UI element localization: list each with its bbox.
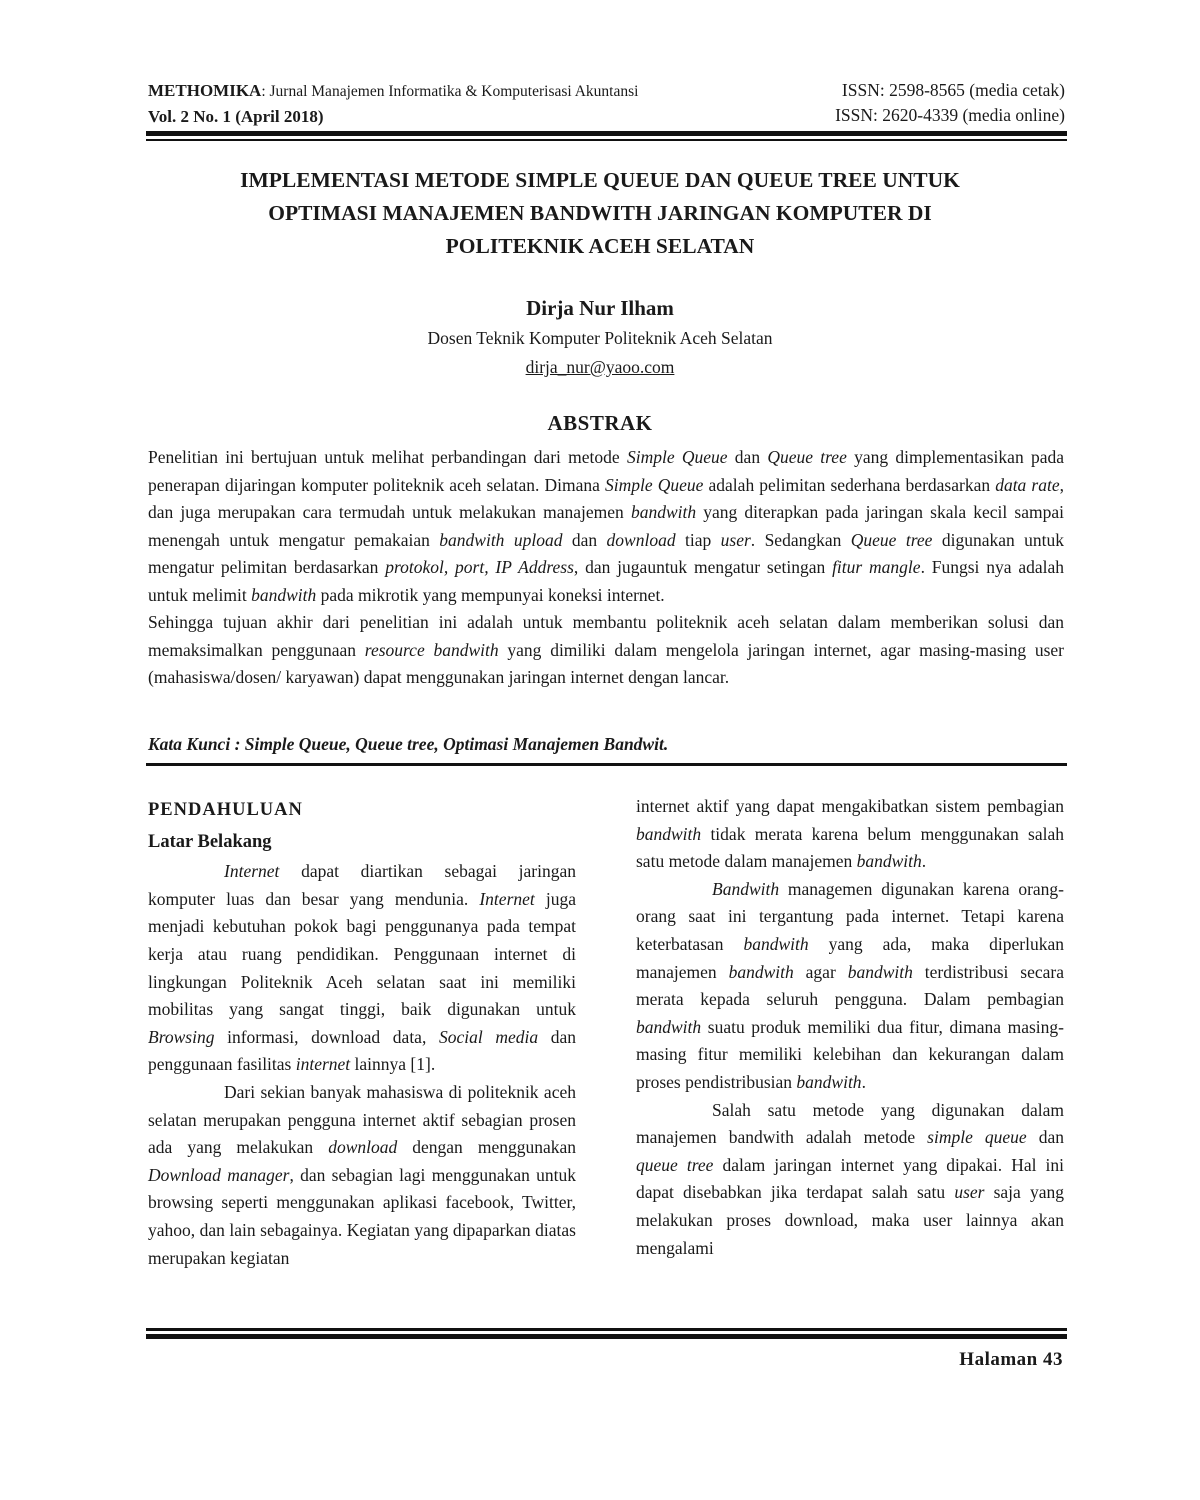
issn-online: ISSN: 2620-4339 (media online) xyxy=(835,105,1065,125)
author-name: Dirja Nur Ilham xyxy=(526,296,674,320)
body-paragraph: Internet dapat diartikan sebagai jaringan komputer luas dan besar yang mendunia. Internet juga menjadi kebutuhan pokok bagi penggunanya pada tempat kerja atau ruang pendidikan. Penggunaan internet di lingkungan Politeknik Aceh selatan saat ini memiliki mobilitas yang sangat tinggi, baik digunakan untuk Browsing informasi, download data, Social media dan penggunaan fasilitas internet lainnya [1]. xyxy=(148,861,576,1075)
right-column xyxy=(636,793,1064,1262)
keywords xyxy=(148,734,1064,755)
journal-header-right xyxy=(765,78,1065,128)
title-line: IMPLEMENTASI METODE SIMPLE QUEUE DAN QUEUE TREE UNTUK xyxy=(240,168,960,192)
body-paragraph: Bandwith managemen digunakan karena orang-orang saat ini tergantung pada internet. Tetapi karena keterbatasan bandwith yang ada, maka diperlukan manajemen bandwith agar bandwith terdistribusi secara merata kepada seluruh pengguna. Dalam pembagian bandwith suatu produk memiliki dua fitur, dimana masing-masing fitur memiliki kelebihan dan kekurangan dalam proses pendistribusian bandwith. xyxy=(636,878,1064,1092)
journal-header-left xyxy=(148,78,788,129)
keywords-label: Kata Kunci xyxy=(148,734,231,754)
abstract-body xyxy=(148,444,1064,692)
body-paragraph: Salah satu metode yang digunakan dalam manajemen bandwith adalah metode simple queue dan queue tree dalam jaringan internet yang dipakai. Hal ini dapat disebabkan jika terdapat salah satu user saja yang melakukan proses download, maka user lainnya akan mengalami xyxy=(636,1099,1065,1258)
title-line: OPTIMASI MANAJEMEN BANDWITH JARINGAN KOMPUTER DI xyxy=(268,201,932,225)
abstract-heading: ABSTRAK xyxy=(547,411,653,435)
author-email-link[interactable]: dirja_nur@yaoo.com xyxy=(525,357,675,377)
keywords-text: : Simple Queue, Queue tree, Optimasi Manajemen Bandwit. xyxy=(230,734,669,754)
body-paragraph: Dari sekian banyak mahasiswa di politeknik aceh selatan merupakan pengguna internet aktif sebagian prosen ada yang melakukan download dengan menggunakan Download manager, dan sebagian lagi menggunakan untuk browsing seperti menggunakan aplikasi facebook, Twitter, yahoo, dan lain sebagainya. Kegiatan yang dipaparkan diatas merupakan kegiatan xyxy=(148,1081,577,1268)
issn-print: ISSN: 2598-8565 (media cetak) xyxy=(841,80,1065,100)
left-column xyxy=(148,797,576,1272)
journal-volume: Vol. 2 No. 1 (April 2018) xyxy=(148,107,324,126)
section-heading: PENDAHULUAN xyxy=(148,800,303,820)
journal-name: METHOMIKA xyxy=(148,81,262,100)
subsection-heading: Latar Belakang xyxy=(148,831,272,852)
footer-divider xyxy=(146,1328,1067,1342)
author-affiliation: Dosen Teknik Komputer Politeknik Aceh Selatan xyxy=(427,328,773,348)
page-number: Halaman 43 xyxy=(959,1349,1063,1370)
abstract-paragraph: Penelitian ini bertujuan untuk melihat perbandingan dari metode Simple Queue dan Queue tree yang dimplementasikan pada penerapan dijaringan komputer politeknik aceh selatan. Dimana Simple Queue adalah pelimitan sederhana berdasarkan data rate, dan juga merupakan cara termudah untuk melakukan manajemen bandwith yang diterapkan pada jaringan skala kecil sampai menengah untuk mengatur pemakaian bandwith upload dan download tiap user. Sedangkan Queue tree digunakan untuk mengatur pelimitan berdasarkan protokol, port, IP Address, dan jugauntuk mengatur setingan fitur mangle. Fungsi nya adalah untuk melimit bandwith pada mikrotik yang mempunyai koneksi internet. xyxy=(148,447,1065,605)
abstract-paragraph: Sehingga tujuan akhir dari penelitian ini adalah untuk membantu politeknik aceh selatan dalam memberikan solusi dan memaksimalkan penggunaan resource bandwith yang dimiliki dalam mengelola jaringan internet, agar masing-masing user (mahasiswa/dosen/ karyawan) dapat menggunakan jaringan internet dengan lancar. xyxy=(148,612,1064,687)
body-paragraph: internet aktif yang dapat mengakibatkan sistem pembagian bandwith tidak merata karena belum menggunakan salah satu metode dalam manajemen bandwith. xyxy=(636,796,1064,872)
title-line: POLITEKNIK ACEH SELATAN xyxy=(445,234,755,258)
paper-title xyxy=(160,164,1040,263)
header-divider xyxy=(146,131,1067,142)
journal-subtitle: : Jurnal Manajemen Informatika & Komputerisasi Akuntansi xyxy=(261,83,639,100)
abstract-divider xyxy=(146,763,1067,766)
